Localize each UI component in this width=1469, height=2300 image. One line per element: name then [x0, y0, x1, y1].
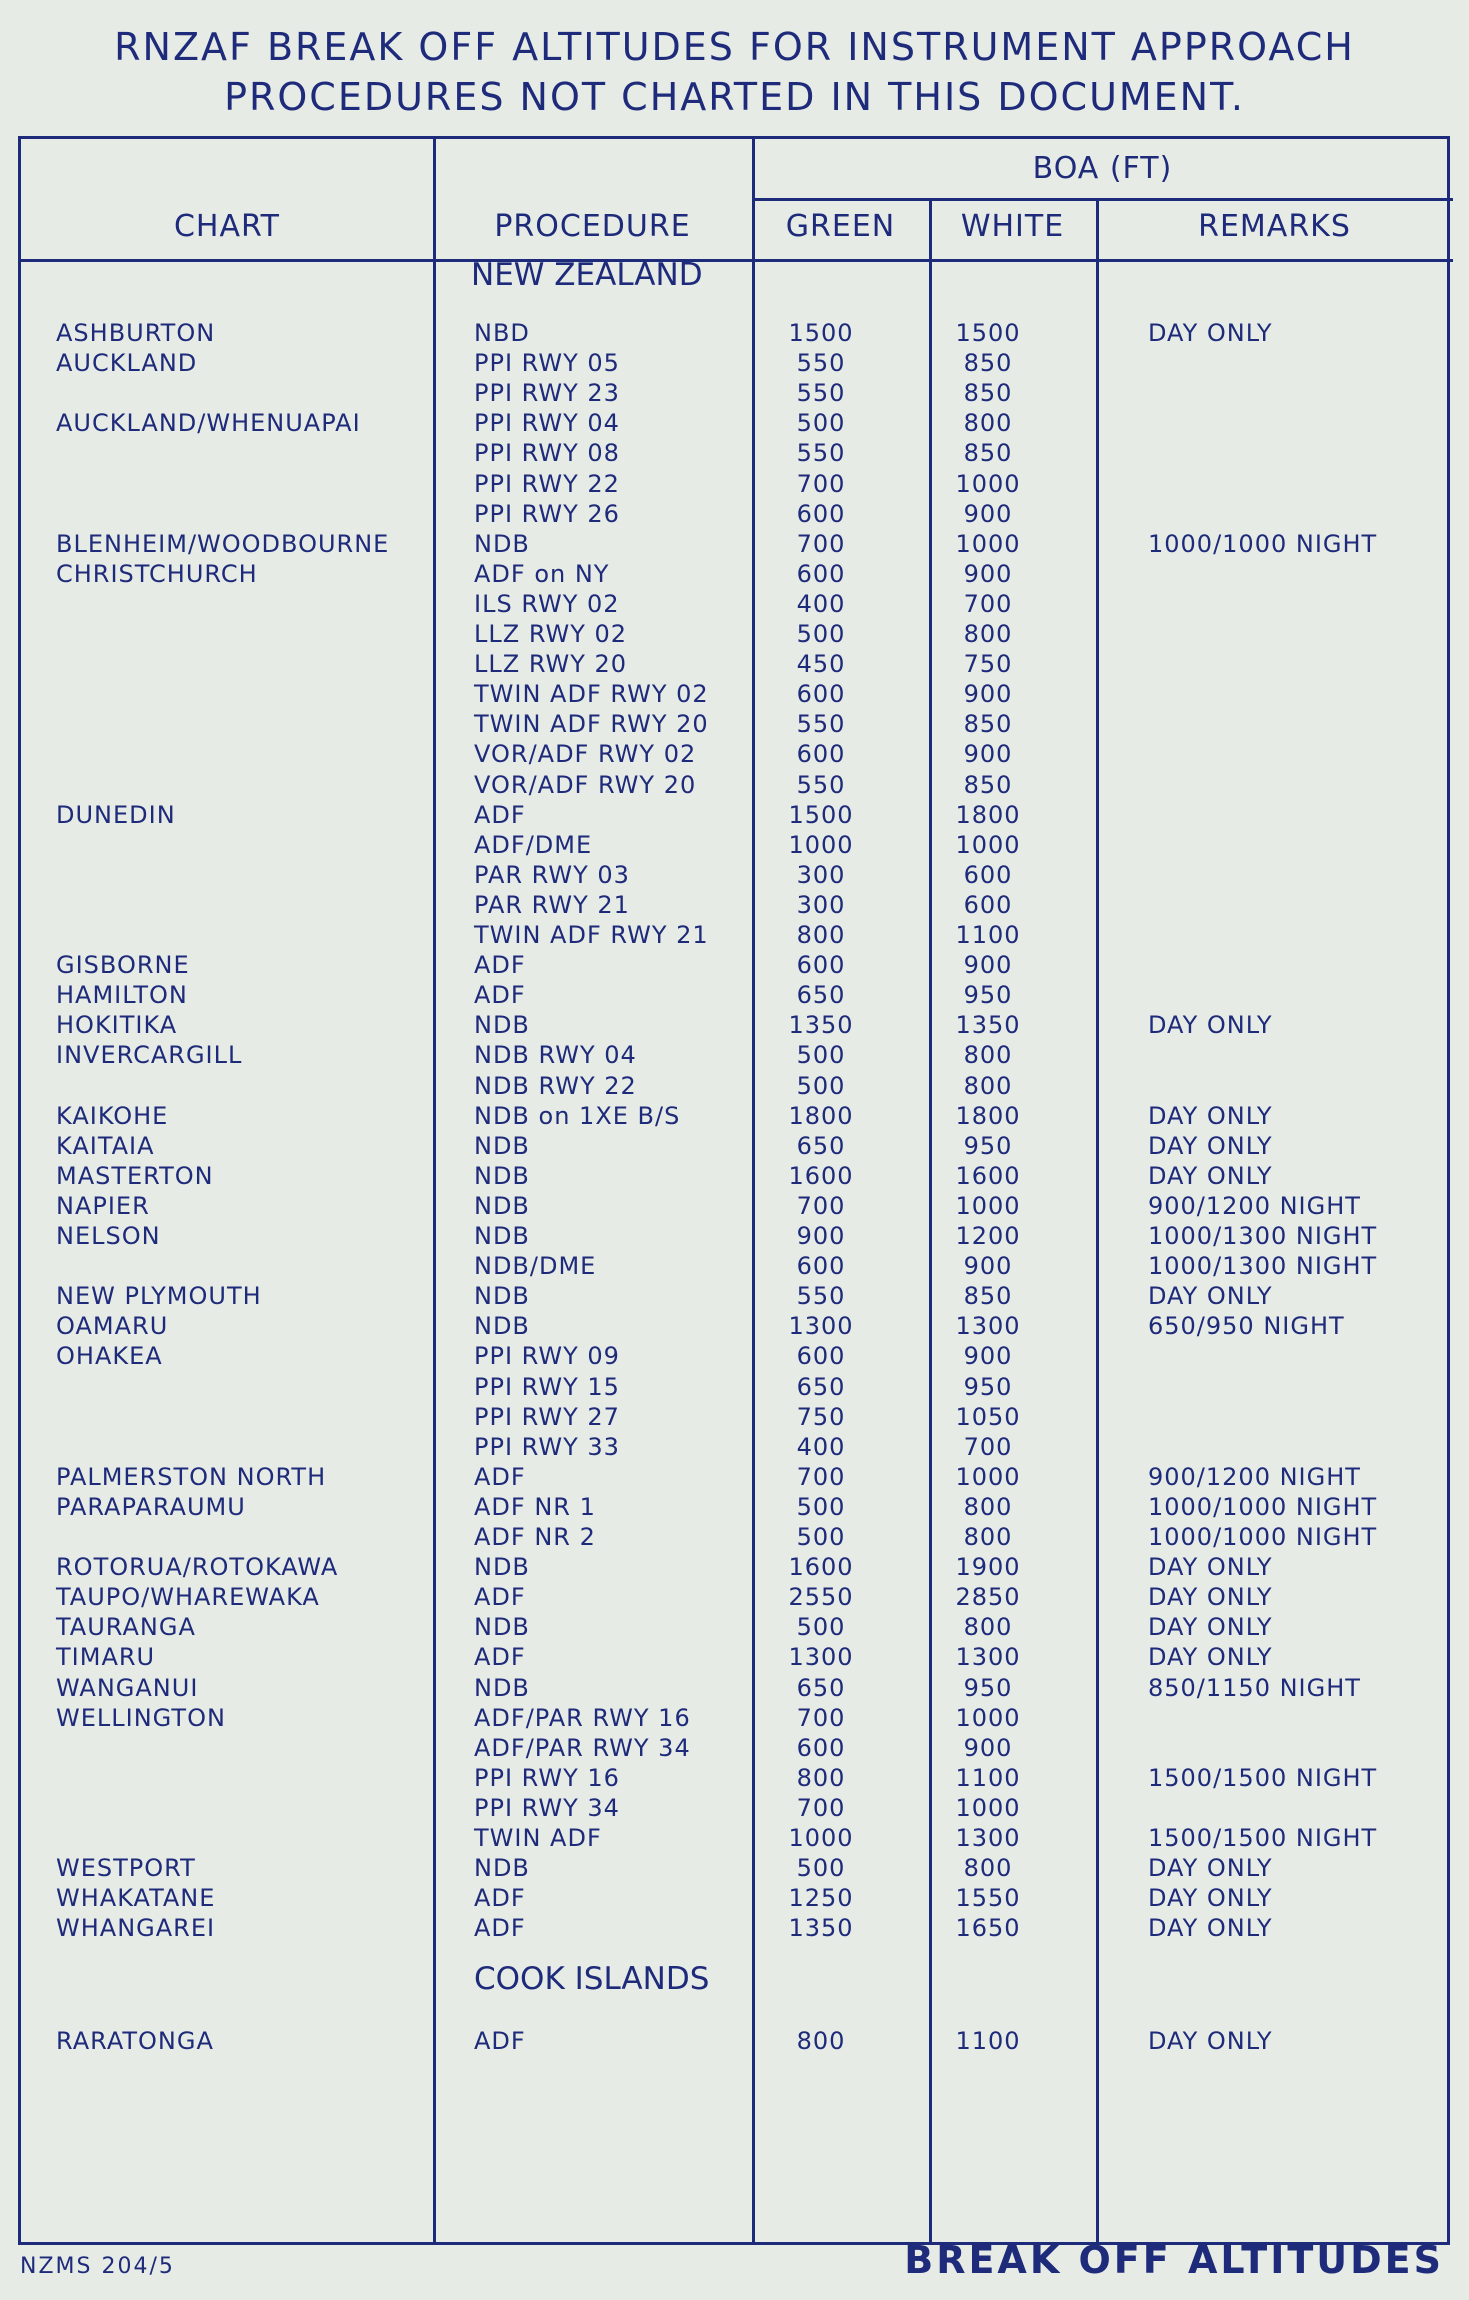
white-cell: 800 — [963, 409, 1013, 437]
table-row — [21, 1583, 1453, 1613]
green-cell: 1250 — [788, 1884, 854, 1912]
white-cell: 600 — [963, 891, 1013, 919]
white-cell: 1000 — [955, 1704, 1021, 1732]
table-row — [21, 1041, 1453, 1071]
white-cell: 800 — [963, 1041, 1013, 1069]
table-row — [21, 1342, 1453, 1372]
white-cell: 900 — [963, 1252, 1013, 1280]
procedure-cell: NDB — [474, 1162, 530, 1190]
table-row — [21, 951, 1453, 981]
white-cell: 1000 — [955, 1463, 1021, 1491]
green-cell: 650 — [796, 1674, 846, 1702]
procedure-cell: PPI RWY 33 — [474, 1433, 620, 1461]
white-cell: 700 — [963, 1433, 1013, 1461]
chart-cell: RARATONGA — [56, 2027, 214, 2055]
table-row — [21, 1674, 1453, 1704]
procedure-cell: PPI RWY 09 — [474, 1342, 620, 1370]
table-row — [21, 1433, 1453, 1463]
white-cell: 1100 — [955, 1764, 1021, 1792]
white-cell: 850 — [963, 771, 1013, 799]
white-cell: 850 — [963, 710, 1013, 738]
remarks-cell: 1500/1500 NIGHT — [1148, 1764, 1378, 1792]
remarks-cell: 900/1200 NIGHT — [1148, 1192, 1361, 1220]
green-cell: 600 — [796, 1342, 846, 1370]
table-row — [21, 439, 1453, 469]
chart-cell: TAURANGA — [56, 1613, 196, 1641]
white-cell: 1000 — [955, 1192, 1021, 1220]
remarks-cell: DAY ONLY — [1148, 1102, 1273, 1130]
green-cell: 500 — [796, 1613, 846, 1641]
chart-cell: NELSON — [56, 1222, 161, 1250]
table-row — [21, 1252, 1453, 1282]
remarks-cell: DAY ONLY — [1148, 2027, 1273, 2055]
chart-cell: WANGANUI — [56, 1674, 199, 1702]
table-row — [21, 470, 1453, 500]
chart-cell: NAPIER — [56, 1192, 150, 1220]
table-row — [21, 2027, 1453, 2057]
green-cell: 600 — [796, 740, 846, 768]
table-row — [21, 1764, 1453, 1794]
procedure-cell: NDB — [474, 1854, 530, 1882]
white-cell: 900 — [963, 740, 1013, 768]
green-cell: 1300 — [788, 1312, 854, 1340]
table-row — [21, 1282, 1453, 1312]
white-cell: 850 — [963, 1282, 1013, 1310]
chart-cell: WESTPORT — [56, 1854, 196, 1882]
white-cell: 2850 — [955, 1583, 1021, 1611]
table-row — [21, 1613, 1453, 1643]
procedure-cell: NDB — [474, 530, 530, 558]
procedure-cell: NDB — [474, 1011, 530, 1039]
procedure-cell: PAR RWY 03 — [474, 861, 630, 889]
table-row — [21, 1072, 1453, 1102]
chart-cell: WELLINGTON — [56, 1704, 226, 1732]
table-row — [21, 1553, 1453, 1583]
procedure-cell: TWIN ADF RWY 20 — [474, 710, 709, 738]
table-row — [21, 590, 1453, 620]
chart-cell: ASHBURTON — [56, 319, 216, 347]
procedure-cell: NDB RWY 04 — [474, 1041, 637, 1069]
table-row — [21, 1914, 1453, 1944]
green-cell: 500 — [796, 1854, 846, 1882]
green-cell: 1600 — [788, 1553, 854, 1581]
table-row — [21, 1854, 1453, 1884]
procedure-cell: NDB — [474, 1312, 530, 1340]
white-cell: 950 — [963, 981, 1013, 1009]
table-row — [21, 740, 1453, 770]
remarks-cell: DAY ONLY — [1148, 1643, 1273, 1671]
table-row — [21, 349, 1453, 379]
green-cell: 450 — [796, 650, 846, 678]
procedure-cell: ADF — [474, 1914, 526, 1942]
remarks-cell: DAY ONLY — [1148, 1613, 1273, 1641]
white-cell: 1000 — [955, 831, 1021, 859]
green-cell: 700 — [796, 1463, 846, 1491]
remarks-cell: 650/950 NIGHT — [1148, 1312, 1345, 1340]
white-cell: 850 — [963, 439, 1013, 467]
title-line-2: PROCEDURES NOT CHARTED IN THIS DOCUMENT. — [224, 75, 1245, 119]
green-cell: 550 — [796, 379, 846, 407]
procedure-cell: ADF/PAR RWY 34 — [474, 1734, 691, 1762]
table-row — [21, 530, 1453, 560]
table-row — [21, 1463, 1453, 1493]
header-green: GREEN — [785, 209, 896, 244]
table-frame — [18, 136, 1450, 2245]
chart-cell: AUCKLAND — [56, 349, 198, 377]
white-cell: 750 — [963, 650, 1013, 678]
remarks-cell: 1000/1300 NIGHT — [1148, 1252, 1378, 1280]
table-row — [21, 1132, 1453, 1162]
remarks-cell: DAY ONLY — [1148, 1553, 1273, 1581]
procedure-cell: ADF — [474, 801, 526, 829]
green-cell: 600 — [796, 560, 846, 588]
remarks-cell: 1000/1000 NIGHT — [1148, 530, 1378, 558]
header-white: WHITE — [960, 209, 1065, 244]
procedure-cell: PPI RWY 04 — [474, 409, 620, 437]
procedure-cell: TWIN ADF — [474, 1824, 602, 1852]
chart-cell: NEW PLYMOUTH — [56, 1282, 262, 1310]
white-cell: 1800 — [955, 1102, 1021, 1130]
green-cell: 700 — [796, 530, 846, 558]
remarks-cell: DAY ONLY — [1148, 1884, 1273, 1912]
procedure-cell: NDB RWY 22 — [474, 1072, 637, 1100]
table-row — [21, 1373, 1453, 1403]
green-cell: 500 — [796, 620, 846, 648]
header-chart: CHART — [173, 209, 280, 244]
table-row — [21, 1824, 1453, 1854]
remarks-cell: DAY ONLY — [1148, 1854, 1273, 1882]
chart-cell: WHANGAREI — [56, 1914, 216, 1942]
white-cell: 950 — [963, 1373, 1013, 1401]
remarks-cell: DAY ONLY — [1148, 1162, 1273, 1190]
white-cell: 800 — [963, 1523, 1013, 1551]
white-cell: 900 — [963, 951, 1013, 979]
procedure-cell: PPI RWY 26 — [474, 500, 620, 528]
table-row — [21, 650, 1453, 680]
chart-cell: BLENHEIM/WOODBOURNE — [56, 530, 390, 558]
green-cell: 1500 — [788, 801, 854, 829]
procedure-cell: LLZ RWY 02 — [474, 620, 628, 648]
green-cell: 600 — [796, 951, 846, 979]
procedure-cell: NDB — [474, 1553, 530, 1581]
chart-cell: HOKITIKA — [56, 1011, 178, 1039]
procedure-cell: ADF — [474, 1463, 526, 1491]
procedure-cell: NDB/DME — [474, 1252, 597, 1280]
procedure-cell: LLZ RWY 20 — [474, 650, 628, 678]
procedure-cell: TWIN ADF RWY 21 — [474, 921, 709, 949]
white-cell: 900 — [963, 560, 1013, 588]
table-row — [21, 1222, 1453, 1252]
white-cell: 1500 — [955, 319, 1021, 347]
section-heading: NEW ZEALAND — [471, 257, 703, 293]
chart-cell: KAITAIA — [56, 1132, 155, 1160]
chart-cell: MASTERTON — [56, 1162, 214, 1190]
green-cell: 600 — [796, 1252, 846, 1280]
table-row — [21, 409, 1453, 439]
white-cell: 600 — [963, 861, 1013, 889]
green-cell: 1000 — [788, 1824, 854, 1852]
white-cell: 800 — [963, 1493, 1013, 1521]
green-cell: 700 — [796, 1704, 846, 1732]
remarks-cell: 850/1150 NIGHT — [1148, 1674, 1361, 1702]
white-cell: 1300 — [955, 1312, 1021, 1340]
green-cell: 800 — [796, 1764, 846, 1792]
white-cell: 700 — [963, 590, 1013, 618]
white-cell: 1000 — [955, 1794, 1021, 1822]
divider-header-body — [21, 259, 1453, 262]
procedure-cell: PPI RWY 05 — [474, 349, 620, 377]
table-row — [21, 891, 1453, 921]
white-cell: 900 — [963, 500, 1013, 528]
procedure-cell: NDB on 1XE B/S — [474, 1102, 681, 1130]
page-title — [0, 22, 1469, 122]
green-cell: 750 — [796, 1403, 846, 1431]
divider-boa-subheader — [752, 198, 1453, 201]
table-row — [21, 1162, 1453, 1192]
green-cell: 600 — [796, 1734, 846, 1762]
green-cell: 1000 — [788, 831, 854, 859]
white-cell: 800 — [963, 1072, 1013, 1100]
chart-cell: INVERCARGILL — [56, 1041, 243, 1069]
white-cell: 1000 — [955, 530, 1021, 558]
white-cell: 1200 — [955, 1222, 1021, 1250]
white-cell: 800 — [963, 1613, 1013, 1641]
green-cell: 1350 — [788, 1011, 854, 1039]
green-cell: 550 — [796, 771, 846, 799]
white-cell: 1800 — [955, 801, 1021, 829]
white-cell: 1050 — [955, 1403, 1021, 1431]
procedure-cell: NBD — [474, 319, 530, 347]
green-cell: 400 — [796, 590, 846, 618]
footer-title: BREAK OFF ALTITUDES — [904, 2238, 1444, 2282]
chart-cell: OHAKEA — [56, 1342, 163, 1370]
procedure-cell: PPI RWY 27 — [474, 1403, 620, 1431]
green-cell: 500 — [796, 1041, 846, 1069]
white-cell: 1350 — [955, 1011, 1021, 1039]
header-boa: BOA (FT) — [1032, 151, 1173, 186]
green-cell: 650 — [796, 981, 846, 1009]
table-row — [21, 1794, 1453, 1824]
remarks-cell: DAY ONLY — [1148, 1011, 1273, 1039]
table-row — [21, 981, 1453, 1011]
procedure-cell: ADF — [474, 1583, 526, 1611]
green-cell: 600 — [796, 500, 846, 528]
green-cell: 700 — [796, 1794, 846, 1822]
white-cell: 1300 — [955, 1824, 1021, 1852]
table-row — [21, 500, 1453, 530]
green-cell: 300 — [796, 861, 846, 889]
remarks-cell: DAY ONLY — [1148, 1914, 1273, 1942]
table-row — [21, 560, 1453, 590]
white-cell: 1600 — [955, 1162, 1021, 1190]
header-procedure: PROCEDURE — [494, 209, 691, 244]
table-row — [21, 710, 1453, 740]
procedure-cell: PPI RWY 15 — [474, 1373, 620, 1401]
remarks-cell: DAY ONLY — [1148, 1583, 1273, 1611]
procedure-cell: ADF NR 1 — [474, 1493, 596, 1521]
chart-cell: DUNEDIN — [56, 801, 176, 829]
procedure-cell: ADF on NY — [474, 560, 610, 588]
chart-cell: CHRISTCHURCH — [56, 560, 258, 588]
green-cell: 1300 — [788, 1643, 854, 1671]
white-cell: 900 — [963, 680, 1013, 708]
section-heading: COOK ISLANDS — [474, 1961, 710, 1997]
remarks-cell: DAY ONLY — [1148, 1132, 1273, 1160]
white-cell: 1650 — [955, 1914, 1021, 1942]
table-row — [21, 1102, 1453, 1132]
procedure-cell: NDB — [474, 1132, 530, 1160]
remarks-cell: 1000/1000 NIGHT — [1148, 1523, 1378, 1551]
procedure-cell: PAR RWY 21 — [474, 891, 630, 919]
table-row — [21, 771, 1453, 801]
chart-cell: PALMERSTON NORTH — [56, 1463, 327, 1491]
remarks-cell: 1000/1000 NIGHT — [1148, 1493, 1378, 1521]
footer-chart-ref: NZMS 204/5 — [20, 2254, 175, 2279]
white-cell: 800 — [963, 620, 1013, 648]
chart-cell: GISBORNE — [56, 951, 190, 979]
table-row — [21, 1493, 1453, 1523]
chart-cell: AUCKLAND/WHENUAPAI — [56, 409, 361, 437]
table-row — [21, 1643, 1453, 1673]
procedure-cell: NDB — [474, 1222, 530, 1250]
green-cell: 550 — [796, 349, 846, 377]
white-cell: 950 — [963, 1674, 1013, 1702]
green-cell: 500 — [796, 1493, 846, 1521]
chart-cell: KAIKOHE — [56, 1102, 169, 1130]
procedure-cell: ADF — [474, 1884, 526, 1912]
procedure-cell: VOR/ADF RWY 02 — [474, 740, 697, 768]
green-cell: 1800 — [788, 1102, 854, 1130]
green-cell: 550 — [796, 439, 846, 467]
table-row — [21, 379, 1453, 409]
green-cell: 2550 — [788, 1583, 854, 1611]
green-cell: 700 — [796, 470, 846, 498]
header-remarks: REMARKS — [1198, 209, 1351, 244]
green-cell: 650 — [796, 1373, 846, 1401]
title-line-1: RNZAF BREAK OFF ALTITUDES FOR INSTRUMENT APPROACH — [114, 25, 1355, 69]
white-cell: 900 — [963, 1342, 1013, 1370]
table-row — [21, 1734, 1453, 1764]
table-row — [21, 1312, 1453, 1342]
green-cell: 500 — [796, 1523, 846, 1551]
procedure-cell: PPI RWY 16 — [474, 1764, 620, 1792]
procedure-cell: NDB — [474, 1613, 530, 1641]
procedure-cell: ADF NR 2 — [474, 1523, 596, 1551]
chart-cell: ROTORUA/ROTOKAWA — [56, 1553, 339, 1581]
procedure-cell: VOR/ADF RWY 20 — [474, 771, 697, 799]
green-cell: 550 — [796, 710, 846, 738]
white-cell: 1100 — [955, 2027, 1021, 2055]
procedure-cell: ADF — [474, 951, 526, 979]
chart-cell: TAUPO/WHAREWAKA — [56, 1583, 320, 1611]
green-cell: 600 — [796, 680, 846, 708]
chart-cell: WHAKATANE — [56, 1884, 216, 1912]
green-cell: 400 — [796, 1433, 846, 1461]
table-row — [21, 1704, 1453, 1734]
green-cell: 900 — [796, 1222, 846, 1250]
table-row — [21, 1884, 1453, 1914]
chart-cell: OAMARU — [56, 1312, 169, 1340]
procedure-cell: ADF — [474, 981, 526, 1009]
table-row — [21, 1192, 1453, 1222]
chart-cell: HAMILTON — [56, 981, 188, 1009]
procedure-cell: PPI RWY 23 — [474, 379, 620, 407]
procedure-cell: NDB — [474, 1674, 530, 1702]
white-cell: 950 — [963, 1132, 1013, 1160]
table-row — [21, 1523, 1453, 1553]
green-cell: 1500 — [788, 319, 854, 347]
table-row — [21, 680, 1453, 710]
table-row — [21, 1011, 1453, 1041]
remarks-cell: 1500/1500 NIGHT — [1148, 1824, 1378, 1852]
procedure-cell: PPI RWY 08 — [474, 439, 620, 467]
table-row — [21, 801, 1453, 831]
remarks-cell: 1000/1300 NIGHT — [1148, 1222, 1378, 1250]
procedure-cell: ILS RWY 02 — [474, 590, 620, 618]
white-cell: 850 — [963, 379, 1013, 407]
white-cell: 1900 — [955, 1553, 1021, 1581]
white-cell: 900 — [963, 1734, 1013, 1762]
procedure-cell: TWIN ADF RWY 02 — [474, 680, 709, 708]
chart-cell: TIMARU — [56, 1643, 156, 1671]
white-cell: 1300 — [955, 1643, 1021, 1671]
green-cell: 300 — [796, 891, 846, 919]
chart-cell: PARAPARAUMU — [56, 1493, 246, 1521]
procedure-cell: NDB — [474, 1282, 530, 1310]
procedure-cell: ADF/PAR RWY 16 — [474, 1704, 691, 1732]
table-row — [21, 831, 1453, 861]
procedure-cell: ADF — [474, 1643, 526, 1671]
remarks-cell: DAY ONLY — [1148, 1282, 1273, 1310]
procedure-cell: PPI RWY 34 — [474, 1794, 620, 1822]
white-cell: 800 — [963, 1854, 1013, 1882]
green-cell: 800 — [796, 921, 846, 949]
white-cell: 850 — [963, 349, 1013, 377]
procedure-cell: ADF/DME — [474, 831, 593, 859]
remarks-cell: 900/1200 NIGHT — [1148, 1463, 1361, 1491]
procedure-cell: PPI RWY 22 — [474, 470, 620, 498]
table-row — [21, 921, 1453, 951]
procedure-cell: NDB — [474, 1192, 530, 1220]
green-cell: 500 — [796, 409, 846, 437]
remarks-cell: DAY ONLY — [1148, 319, 1273, 347]
table-row — [21, 319, 1453, 349]
table-row — [21, 620, 1453, 650]
white-cell: 1550 — [955, 1884, 1021, 1912]
green-cell: 550 — [796, 1282, 846, 1310]
green-cell: 800 — [796, 2027, 846, 2055]
white-cell: 1000 — [955, 470, 1021, 498]
green-cell: 650 — [796, 1132, 846, 1160]
green-cell: 1600 — [788, 1162, 854, 1190]
green-cell: 700 — [796, 1192, 846, 1220]
green-cell: 500 — [796, 1072, 846, 1100]
white-cell: 1100 — [955, 921, 1021, 949]
green-cell: 1350 — [788, 1914, 854, 1942]
procedure-cell: ADF — [474, 2027, 526, 2055]
table-row — [21, 861, 1453, 891]
table-row — [21, 1403, 1453, 1433]
